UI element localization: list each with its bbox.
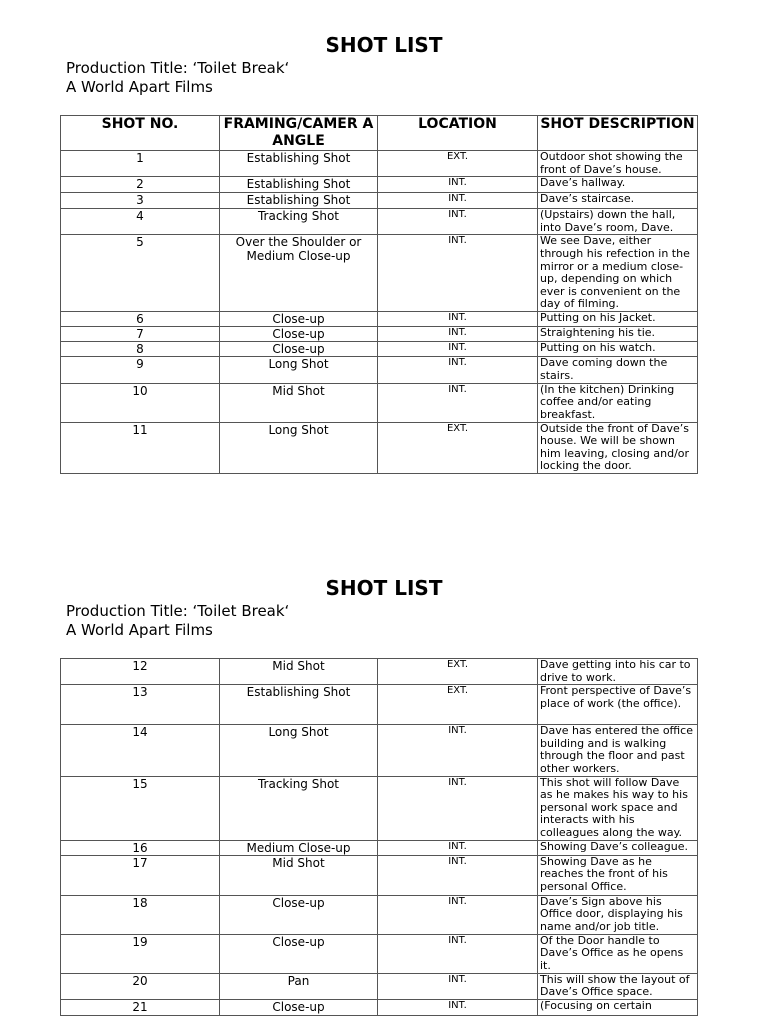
table-row — [61, 422, 698, 473]
framing-cell: Over the Shoulder or Medium Close-up — [220, 235, 378, 312]
table-row — [61, 659, 698, 685]
description-cell: Outdoor shot showing the front of Dave’s house. — [538, 151, 698, 177]
shot-number-cell: 18 — [61, 895, 220, 934]
table-row — [61, 209, 698, 235]
table-row — [61, 840, 698, 855]
shot-number-cell: 7 — [61, 327, 220, 342]
shot-number-cell: 4 — [61, 209, 220, 235]
description-cell: Dave’s hallway. — [538, 177, 698, 193]
description-cell: Showing Dave’s colleague. — [538, 840, 698, 855]
framing-cell: Pan — [220, 973, 378, 999]
table-header-row — [61, 116, 698, 151]
framing-cell: Mid Shot — [220, 855, 378, 895]
table-row — [61, 855, 698, 895]
table-row — [61, 357, 698, 383]
shot-number-cell: 16 — [61, 840, 220, 855]
framing-cell: Long Shot — [220, 422, 378, 473]
location-cell: EXT. — [378, 685, 538, 725]
shot-number-cell: 14 — [61, 725, 220, 776]
location-cell: EXT. — [378, 151, 538, 177]
shot-number-cell: 12 — [61, 659, 220, 685]
location-cell: INT. — [378, 725, 538, 776]
shot-number-cell: 2 — [61, 177, 220, 193]
company-name: A World Apart Films — [66, 78, 213, 96]
table-row — [61, 725, 698, 776]
shot-number-cell: 9 — [61, 357, 220, 383]
description-cell: Outside the front of Dave’s house. We will be shown him leaving, closing and/or locking the door. — [538, 422, 698, 473]
location-cell: INT. — [378, 999, 538, 1015]
location-cell: INT. — [378, 357, 538, 383]
location-cell: INT. — [378, 235, 538, 312]
location-cell: INT. — [378, 209, 538, 235]
location-cell: INT. — [378, 973, 538, 999]
description-cell: This will show the layout of Dave’s Office space. — [538, 973, 698, 999]
location-cell: INT. — [378, 193, 538, 209]
framing-cell: Medium Close-up — [220, 840, 378, 855]
description-cell: Front perspective of Dave’s place of work (the office). — [538, 685, 698, 725]
table-row — [61, 193, 698, 209]
shot-number-cell: 1 — [61, 151, 220, 177]
location-cell: INT. — [378, 177, 538, 193]
location-cell: INT. — [378, 327, 538, 342]
framing-cell: Establishing Shot — [220, 193, 378, 209]
production-title: Production Title: ‘Toilet Break‘ — [66, 59, 290, 77]
header-shot-no: SHOT NO. — [61, 116, 220, 151]
framing-cell: Close-up — [220, 934, 378, 973]
framing-cell: Long Shot — [220, 725, 378, 776]
description-cell: Straightening his tie. — [538, 327, 698, 342]
framing-cell: Close-up — [220, 312, 378, 327]
shot-number-cell: 3 — [61, 193, 220, 209]
shot-number-cell: 6 — [61, 312, 220, 327]
description-cell: This shot will follow Dave as he makes his way to his personal work space and interacts with his colleagues along the way. — [538, 776, 698, 840]
description-cell: Dave’s staircase. — [538, 193, 698, 209]
table-row — [61, 312, 698, 327]
location-cell: INT. — [378, 855, 538, 895]
description-cell: Dave has entered the office building and is walking through the floor and past other workers. — [538, 725, 698, 776]
framing-cell: Tracking Shot — [220, 209, 378, 235]
description-cell: Of the Door handle to Dave’s Office as he opens it. — [538, 934, 698, 973]
description-cell: Dave coming down the stairs. — [538, 357, 698, 383]
framing-cell: Mid Shot — [220, 659, 378, 685]
page-title: SHOT LIST — [325, 576, 443, 600]
shot-number-cell: 11 — [61, 422, 220, 473]
shot-number-cell: 19 — [61, 934, 220, 973]
framing-cell: Close-up — [220, 895, 378, 934]
description-cell: Showing Dave as he reaches the front of his personal Office. — [538, 855, 698, 895]
shot-list-page-1 — [0, 33, 768, 97]
shot-number-cell: 10 — [61, 383, 220, 422]
table-row — [61, 973, 698, 999]
framing-cell: Close-up — [220, 327, 378, 342]
location-cell: EXT. — [378, 422, 538, 473]
shot-number-cell: 13 — [61, 685, 220, 725]
framing-cell: Close-up — [220, 342, 378, 357]
shot-number-cell: 17 — [61, 855, 220, 895]
table-row — [61, 342, 698, 357]
shot-table-1 — [60, 115, 698, 474]
framing-cell: Establishing Shot — [220, 177, 378, 193]
location-cell: INT. — [378, 383, 538, 422]
description-cell: (Focusing on certain — [538, 999, 698, 1015]
shot-number-cell: 8 — [61, 342, 220, 357]
table-row — [61, 999, 698, 1015]
shot-number-cell: 21 — [61, 999, 220, 1015]
location-cell: INT. — [378, 840, 538, 855]
table-row — [61, 235, 698, 312]
framing-cell: Establishing Shot — [220, 685, 378, 725]
company-name: A World Apart Films — [66, 621, 213, 639]
page-title: SHOT LIST — [325, 33, 443, 57]
description-cell: Putting on his Jacket. — [538, 312, 698, 327]
shot-list-page-2 — [0, 576, 768, 640]
description-cell: (In the kitchen) Drinking coffee and/or eating breakfast. — [538, 383, 698, 422]
header-description: SHOT DESCRIPTION — [538, 116, 698, 151]
shot-table-2 — [60, 658, 698, 1016]
location-cell: EXT. — [378, 659, 538, 685]
shot-number-cell: 5 — [61, 235, 220, 312]
framing-cell: Establishing Shot — [220, 151, 378, 177]
description-cell: (Upstairs) down the hall, into Dave’s room, Dave. — [538, 209, 698, 235]
shot-number-cell: 15 — [61, 776, 220, 840]
location-cell: INT. — [378, 895, 538, 934]
description-cell: Putting on his watch. — [538, 342, 698, 357]
table-row — [61, 895, 698, 934]
location-cell: INT. — [378, 312, 538, 327]
location-cell: INT. — [378, 342, 538, 357]
framing-cell: Close-up — [220, 999, 378, 1015]
header-location: LOCATION — [378, 116, 538, 151]
table-row — [61, 383, 698, 422]
description-cell: We see Dave, either through his refection in the mirror or a medium close-up, depending on which ever is convenient on the day of filming. — [538, 235, 698, 312]
shot-number-cell: 20 — [61, 973, 220, 999]
table-row — [61, 685, 698, 725]
table-row — [61, 776, 698, 840]
framing-cell: Long Shot — [220, 357, 378, 383]
framing-cell: Mid Shot — [220, 383, 378, 422]
description-cell: Dave getting into his car to drive to work. — [538, 659, 698, 685]
location-cell: INT. — [378, 934, 538, 973]
table-row — [61, 934, 698, 973]
header-framing: FRAMING/CAMER A ANGLE — [220, 116, 378, 151]
location-cell: INT. — [378, 776, 538, 840]
description-cell: Dave’s Sign above his Office door, displaying his name and/or job title. — [538, 895, 698, 934]
table-row — [61, 151, 698, 177]
table-row — [61, 177, 698, 193]
table-row — [61, 327, 698, 342]
framing-cell: Tracking Shot — [220, 776, 378, 840]
production-title: Production Title: ‘Toilet Break‘ — [66, 602, 290, 620]
